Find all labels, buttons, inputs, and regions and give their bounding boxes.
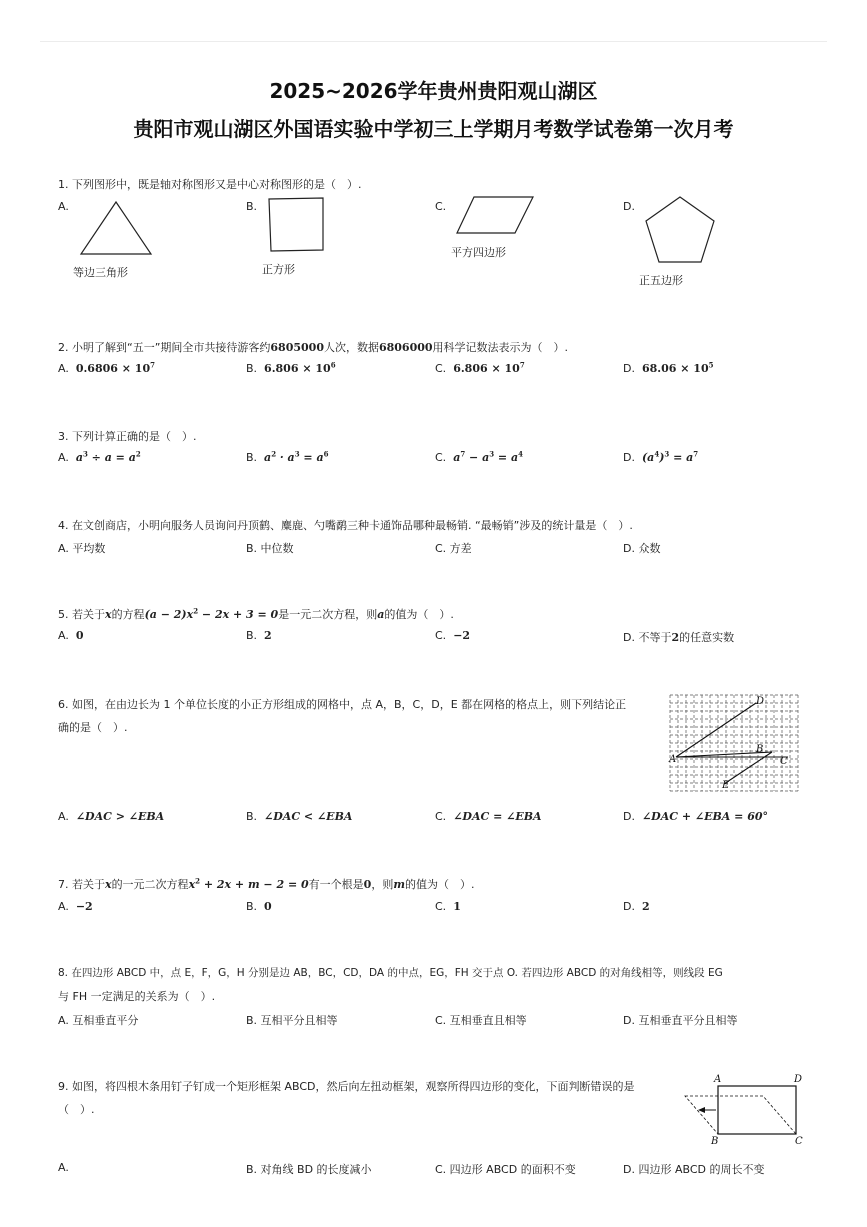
page-subtitle: 贵阳市观山湖区外国语实验中学初三上学期月考数学试卷第一次月考 [133, 117, 734, 141]
q9-stem-line2: （ ）. [58, 1103, 95, 1116]
q5-stem: 5. 若关于x的方程$(a - 2)x^2 - 2x + 3 = 0$是一元二次方程，则a的值为（ ）. [58, 606, 454, 621]
q9-point-c-label: C [795, 1136, 803, 1147]
q2-option-a[interactable]: A. $0.6806 \times 10^7$ [58, 360, 155, 375]
q6-stem-line1: 6. 如图，在由边长为 1 个单位长度的小正方形组成的网格中，点 A，B，C，D，E 都在网格的格点上，则下列结论正 [58, 698, 627, 711]
q2-stem: 2. 小明了解到“五一”期间全市共接待游客约6805000人次，数据6806000用科学记数法表示为（ ）. [58, 341, 569, 354]
q1-caption-d: 正五边形 [639, 274, 683, 287]
square-figure [266, 196, 326, 252]
q6-stem-line2: 确的是（ ）. [58, 721, 128, 734]
q9-point-a-label: A [714, 1074, 722, 1085]
q8-stem-line2: 与 FH 一定满足的关系为（ ）. [58, 990, 216, 1003]
q9-option-c[interactable]: C. 四边形 ABCD 的面积不变 [435, 1163, 576, 1176]
q4-option-c[interactable]: C. 方差 [435, 542, 472, 555]
parallelogram-figure [455, 195, 535, 237]
q6-option-b[interactable]: B. ∠DAC < ∠EBA [246, 810, 353, 823]
q6-point-c-label: C [780, 756, 788, 767]
q6-point-e-label: E [722, 780, 730, 791]
q5-option-c[interactable]: C. −2 [435, 629, 471, 642]
q9-rectangle-figure [680, 1072, 810, 1150]
q1-option-c[interactable]: C. [435, 200, 447, 213]
q6-grid-figure [668, 692, 808, 792]
q9-option-b[interactable]: B. 对角线 BD 的长度减小 [246, 1163, 372, 1176]
q9-rectangle-abcd [718, 1086, 796, 1134]
q6-grid-lines [670, 695, 798, 791]
q2-option-c[interactable]: C. $6.806 \times 10^7$ [435, 360, 525, 375]
q1-stem: 1. 下列图形中，既是轴对称图形又是中心对称图形的是（ ）. [58, 178, 362, 191]
q3-option-d[interactable]: D. $(a^4)^3 = a^7$ [623, 449, 699, 464]
q4-stem: 4. 在文创商店，小明向服务人员询问丹顶鹤、麋鹿、勺嘴鹬三种卡通饰品哪种最畅销. “最畅销”涉及的统计量是（ ）. [58, 519, 633, 532]
equilateral-triangle-figure [78, 200, 154, 256]
q1-caption-a: 等边三角形 [73, 266, 128, 279]
q3-stem: 3. 下列计算正确的是（ ）. [58, 430, 197, 443]
q3-option-a[interactable]: A. $a^3 \div a = a^2$ [58, 449, 141, 464]
q7-option-c[interactable]: C. 1 [435, 900, 461, 913]
q9-point-b-label: B [711, 1136, 719, 1147]
q8-option-a[interactable]: A. 互相垂直平分 [58, 1014, 139, 1027]
q5-option-b[interactable]: B. 2 [246, 629, 272, 642]
q4-option-a[interactable]: A. 平均数 [58, 542, 106, 555]
regular-pentagon-figure [642, 195, 718, 265]
top-divider [40, 41, 827, 42]
q2-option-d[interactable]: D. $68.06 \times 10^5$ [623, 360, 714, 375]
q6-point-b-label: B [756, 744, 764, 755]
q5-option-a[interactable]: A. 0 [58, 629, 84, 642]
q9-stem-line1: 9. 如图，将四根木条用钉子钉成一个矩形框架 ABCD，然后向左扭动框架，观察所得四边形的变化，下面判断错误的是 [58, 1080, 635, 1093]
q7-stem: 7. 若关于x的一元二次方程$x^2 + 2x + m - 2 = 0$有一个根是0，则m的值为（ ）. [58, 876, 475, 891]
q6-point-a-label: A [669, 754, 677, 765]
q9-option-a[interactable]: A. [58, 1161, 69, 1174]
q4-option-b[interactable]: B. 中位数 [246, 542, 294, 555]
q6-option-c[interactable]: C. ∠DAC = ∠EBA [435, 810, 542, 823]
q5-option-d[interactable]: D. 不等于2的任意实数 [623, 631, 735, 644]
q9-option-d[interactable]: D. 四边形 ABCD 的周长不变 [623, 1163, 765, 1176]
q1-option-a[interactable]: A. [58, 200, 69, 213]
q9-point-d-label: D [794, 1074, 803, 1085]
q9-skewed-parallelogram [685, 1096, 796, 1134]
q4-option-d[interactable]: D. 众数 [623, 542, 661, 555]
q2-option-b[interactable]: B. $6.806 \times 10^6$ [246, 360, 336, 375]
page-title: 2025~2026学年贵州贵阳观山湖区 [269, 79, 598, 103]
q7-option-a[interactable]: A. −2 [58, 900, 93, 913]
q7-option-d[interactable]: D. 2 [623, 900, 650, 913]
q3-option-c[interactable]: C. $a^7 - a^3 = a^4$ [435, 449, 523, 464]
q3-option-b[interactable]: B. $a^2 \cdot a^3 = a^6$ [246, 449, 329, 464]
q1-option-d[interactable]: D. [623, 200, 635, 213]
q6-point-d-label: D [756, 696, 765, 707]
q1-option-b[interactable]: B. [246, 200, 258, 213]
q8-option-b[interactable]: B. 互相平分且相等 [246, 1014, 338, 1027]
q7-option-b[interactable]: B. 0 [246, 900, 272, 913]
q1-caption-c: 平方四边形 [451, 246, 506, 259]
q8-option-d[interactable]: D. 互相垂直平分且相等 [623, 1014, 738, 1027]
q8-stem-line1: 8. 在四边形 ABCD 中，点 E，F，G，H 分别是边 AB，BC，CD，DA 的中点，EG，FH 交于点 O. 若四边形 ABCD 的对角线相等，则线段 EG [58, 967, 723, 979]
q6-option-a[interactable]: A. ∠DAC > ∠EBA [58, 810, 165, 823]
q6-option-d[interactable]: D. ∠DAC + ∠EBA = 60° [623, 810, 769, 823]
q8-option-c[interactable]: C. 互相垂直且相等 [435, 1014, 527, 1027]
q1-caption-b: 正方形 [262, 263, 295, 276]
